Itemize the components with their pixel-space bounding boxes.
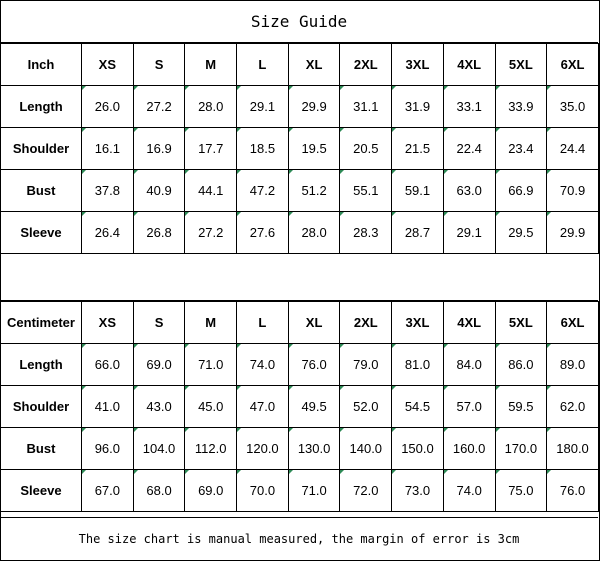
size-header: 3XL — [392, 44, 444, 86]
measurement-label: Sleeve — [1, 470, 82, 512]
size-header: 6XL — [547, 44, 599, 86]
measurement-value: 21.5 — [392, 128, 444, 170]
measurement-value: 76.0 — [547, 470, 599, 512]
measurement-value: 28.0 — [185, 86, 237, 128]
centimeter-body — [1, 344, 599, 512]
page-title: Size Guide — [0, 0, 598, 43]
measurement-value: 26.4 — [82, 212, 134, 254]
measurement-value: 43.0 — [133, 386, 185, 428]
measurement-value: 37.8 — [82, 170, 134, 212]
measurement-value: 112.0 — [185, 428, 237, 470]
measurement-value: 29.9 — [288, 86, 340, 128]
measurement-value: 180.0 — [547, 428, 599, 470]
measurement-value: 49.5 — [288, 386, 340, 428]
measurement-value: 74.0 — [443, 470, 495, 512]
measurement-value: 86.0 — [495, 344, 547, 386]
measurement-value: 44.1 — [185, 170, 237, 212]
measurement-value: 29.1 — [443, 212, 495, 254]
measurement-value: 27.6 — [237, 212, 289, 254]
size-header: S — [133, 302, 185, 344]
table-row — [1, 212, 599, 254]
size-header: L — [237, 44, 289, 86]
measurement-value: 22.4 — [443, 128, 495, 170]
size-header: 4XL — [443, 302, 495, 344]
measurement-note: The size chart is manual measured, the margin of error is 3cm — [0, 517, 598, 559]
size-header: XS — [82, 302, 134, 344]
table-row — [1, 386, 599, 428]
measurement-value: 51.2 — [288, 170, 340, 212]
size-header: XL — [288, 44, 340, 86]
measurement-value: 40.9 — [133, 170, 185, 212]
measurement-value: 16.1 — [82, 128, 134, 170]
measurement-value: 79.0 — [340, 344, 392, 386]
measurement-value: 59.5 — [495, 386, 547, 428]
measurement-value: 55.1 — [340, 170, 392, 212]
measurement-value: 89.0 — [547, 344, 599, 386]
size-header: 4XL — [443, 44, 495, 86]
measurement-value: 104.0 — [133, 428, 185, 470]
measurement-label: Length — [1, 86, 82, 128]
measurement-value: 33.9 — [495, 86, 547, 128]
measurement-value: 76.0 — [288, 344, 340, 386]
inch-size-table — [0, 43, 599, 254]
size-header: S — [133, 44, 185, 86]
measurement-label: Shoulder — [1, 128, 82, 170]
measurement-value: 27.2 — [133, 86, 185, 128]
table-separator — [0, 258, 598, 301]
measurement-value: 71.0 — [288, 470, 340, 512]
measurement-value: 45.0 — [185, 386, 237, 428]
measurement-value: 31.9 — [392, 86, 444, 128]
size-header: XL — [288, 302, 340, 344]
measurement-value: 28.3 — [340, 212, 392, 254]
measurement-value: 73.0 — [392, 470, 444, 512]
measurement-value: 67.0 — [82, 470, 134, 512]
measurement-value: 74.0 — [237, 344, 289, 386]
measurement-value: 26.0 — [82, 86, 134, 128]
measurement-value: 66.0 — [82, 344, 134, 386]
measurement-value: 31.1 — [340, 86, 392, 128]
measurement-value: 41.0 — [82, 386, 134, 428]
size-header: XS — [82, 44, 134, 86]
measurement-value: 69.0 — [185, 470, 237, 512]
measurement-value: 29.9 — [547, 212, 599, 254]
measurement-value: 84.0 — [443, 344, 495, 386]
measurement-value: 23.4 — [495, 128, 547, 170]
measurement-value: 170.0 — [495, 428, 547, 470]
measurement-value: 17.7 — [185, 128, 237, 170]
measurement-label: Sleeve — [1, 212, 82, 254]
centimeter-header-row — [1, 302, 599, 344]
measurement-value: 33.1 — [443, 86, 495, 128]
measurement-value: 160.0 — [443, 428, 495, 470]
measurement-value: 81.0 — [392, 344, 444, 386]
size-header: L — [237, 302, 289, 344]
size-header: M — [185, 44, 237, 86]
measurement-value: 57.0 — [443, 386, 495, 428]
measurement-value: 29.1 — [237, 86, 289, 128]
measurement-value: 62.0 — [547, 386, 599, 428]
size-header: 2XL — [340, 302, 392, 344]
measurement-value: 26.8 — [133, 212, 185, 254]
measurement-value: 24.4 — [547, 128, 599, 170]
table-row — [1, 128, 599, 170]
measurement-value: 96.0 — [82, 428, 134, 470]
measurement-value: 27.2 — [185, 212, 237, 254]
measurement-value: 70.9 — [547, 170, 599, 212]
table-row — [1, 170, 599, 212]
size-header: 2XL — [340, 44, 392, 86]
size-header: 5XL — [495, 302, 547, 344]
measurement-value: 52.0 — [340, 386, 392, 428]
measurement-value: 18.5 — [237, 128, 289, 170]
measurement-value: 71.0 — [185, 344, 237, 386]
inch-header-row — [1, 44, 599, 86]
table-row — [1, 344, 599, 386]
measurement-value: 120.0 — [237, 428, 289, 470]
measurement-value: 47.2 — [237, 170, 289, 212]
measurement-value: 35.0 — [547, 86, 599, 128]
measurement-value: 59.1 — [392, 170, 444, 212]
measurement-value: 47.0 — [237, 386, 289, 428]
table-row — [1, 428, 599, 470]
table-row — [1, 470, 599, 512]
unit-header: Inch — [1, 44, 82, 86]
measurement-value: 16.9 — [133, 128, 185, 170]
measurement-value: 54.5 — [392, 386, 444, 428]
measurement-value: 150.0 — [392, 428, 444, 470]
measurement-label: Bust — [1, 170, 82, 212]
table-row — [1, 86, 599, 128]
size-header: 3XL — [392, 302, 444, 344]
measurement-label: Length — [1, 344, 82, 386]
measurement-value: 28.7 — [392, 212, 444, 254]
unit-header: Centimeter — [1, 302, 82, 344]
measurement-value: 72.0 — [340, 470, 392, 512]
measurement-value: 75.0 — [495, 470, 547, 512]
measurement-value: 20.5 — [340, 128, 392, 170]
measurement-value: 140.0 — [340, 428, 392, 470]
measurement-value: 28.0 — [288, 212, 340, 254]
measurement-value: 29.5 — [495, 212, 547, 254]
measurement-value: 69.0 — [133, 344, 185, 386]
centimeter-size-table — [0, 301, 599, 512]
measurement-label: Shoulder — [1, 386, 82, 428]
size-header: 6XL — [547, 302, 599, 344]
measurement-value: 70.0 — [237, 470, 289, 512]
measurement-label: Bust — [1, 428, 82, 470]
measurement-value: 130.0 — [288, 428, 340, 470]
measurement-value: 68.0 — [133, 470, 185, 512]
measurement-value: 19.5 — [288, 128, 340, 170]
measurement-value: 66.9 — [495, 170, 547, 212]
size-header: M — [185, 302, 237, 344]
size-header: 5XL — [495, 44, 547, 86]
inch-body — [1, 86, 599, 254]
measurement-value: 63.0 — [443, 170, 495, 212]
